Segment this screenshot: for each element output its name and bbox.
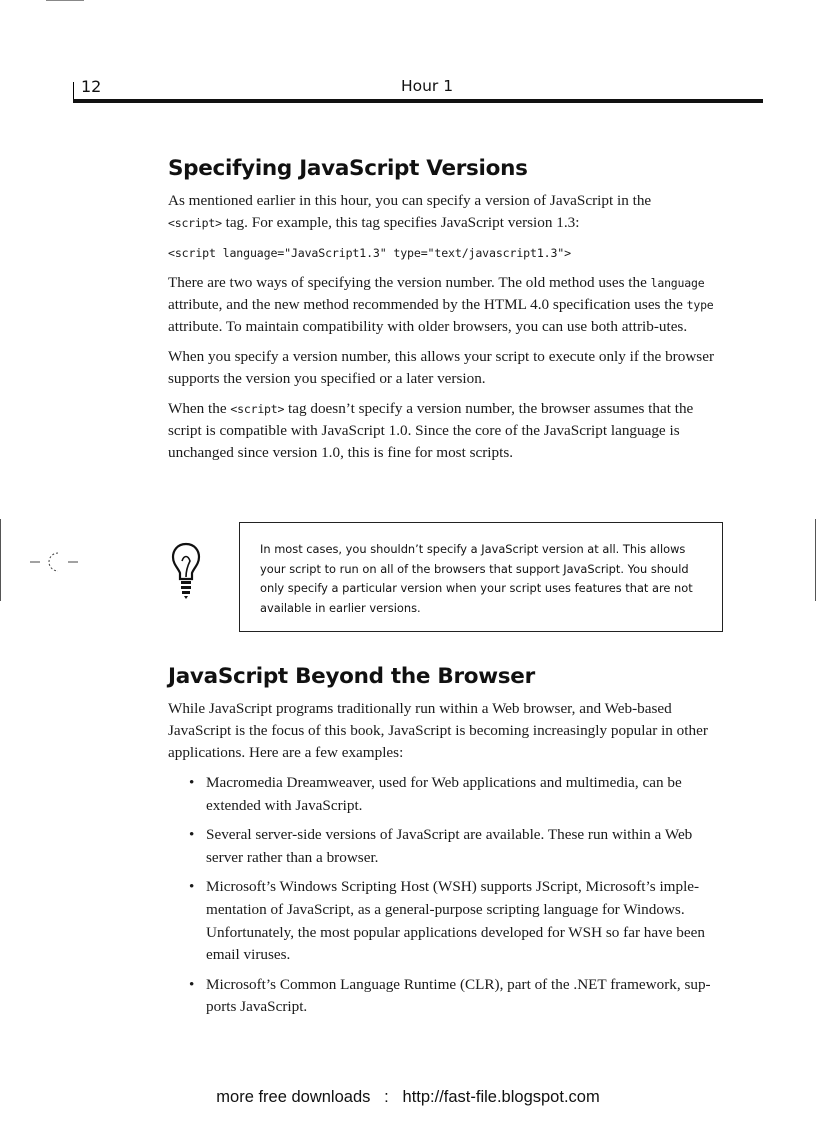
list-item-text: Several server-side versions of JavaScript are available. These run within a Web server rather than a browser. (206, 826, 693, 866)
bullet-list (168, 772, 726, 1019)
text-run: attribute. To maintain compatibility with older browsers, you can use both attrib-utes. (168, 318, 688, 335)
list-item (168, 974, 726, 1019)
paragraph (168, 190, 726, 234)
paragraph (168, 272, 726, 338)
list-item-text: Microsoft’s Windows Scripting Host (WSH) supports JScript, Microsoft’s imple-mentation of JavaScript, as a general-purpose scripting language for Windows. Unfortunately, the most popular applications developed for WSH so far have been email viruses. (206, 878, 705, 964)
page-header (73, 76, 763, 106)
inline-code: <script> (168, 216, 222, 230)
text-run: There are two ways of specifying the version number. The old method uses the (168, 274, 651, 291)
list-item (168, 876, 726, 966)
section-beyond-browser (168, 662, 726, 1026)
footer-separator: : (384, 1088, 389, 1106)
paragraph: While JavaScript programs traditionally run within a Web browser, and Web-based JavaScript is the focus of this book, JavaScript is becoming increasingly popular in other applications. Here are a few examples: (168, 700, 708, 761)
bullet-icon: • (189, 878, 195, 896)
section-specifying-versions (168, 154, 726, 472)
text-run: tag. For example, this tag specifies JavaScript version 1.3: (221, 214, 580, 231)
code-line: <script language="JavaScript1.3" type="text/javascript1.3"> (168, 246, 571, 260)
footer-label: more free downloads (216, 1088, 371, 1106)
footer-watermark (0, 1088, 816, 1107)
text-run: As mentioned earlier in this hour, you can specify a version of JavaScript in the (168, 192, 652, 209)
text-run: tag doesn’t specify a version number, the browser assumes that the script is compatible with JavaScript 1.0. Since the core of the JavaScript language is unchanged since version 1.0, this is fine for most scripts. (168, 400, 694, 461)
registration-mark-icon (30, 550, 80, 574)
bullet-icon: • (189, 975, 195, 993)
section-title: JavaScript Beyond the Browser (168, 664, 535, 689)
bullet-icon: • (189, 826, 195, 844)
bullet-icon: • (189, 774, 195, 791)
crop-mark-top (46, 0, 84, 1)
list-item (168, 772, 726, 817)
list-item-text: Microsoft’s Common Language Runtime (CLR), part of the .NET framework, sup-ports JavaScript. (206, 975, 711, 1016)
list-item (168, 824, 726, 869)
section-title: Specifying JavaScript Versions (168, 156, 528, 181)
paragraph: When you specify a version number, this allows your script to execute only if the browser supports the version you specified or a later version. (168, 348, 715, 387)
inline-code: type (686, 298, 714, 312)
page-number: 12 (81, 77, 102, 96)
text-run: attribute, and the new method recommended by the HTML 4.0 specification uses the (168, 296, 687, 313)
inline-code: <script> (230, 402, 285, 416)
header-rule (73, 99, 763, 103)
tip-box (239, 522, 723, 632)
running-head: Hour 1 (400, 77, 454, 95)
inline-code: language (650, 276, 705, 290)
paragraph (168, 398, 726, 464)
margin-bar-left (0, 519, 1, 601)
list-item-text: Macromedia Dreamweaver, used for Web applications and multimedia, can be extended with JavaScript. (206, 774, 682, 814)
footer-url[interactable]: http://fast-file.blogspot.com (402, 1088, 600, 1106)
lightbulb-icon (171, 541, 201, 601)
text-run: When the (168, 400, 231, 417)
tip-text: In most cases, you shouldn’t specify a JavaScript version at all. This allows your script to run on all of the browsers that support JavaScript. You should only specify a particular version when your script uses features that are not available in earlier versions. (260, 542, 693, 615)
